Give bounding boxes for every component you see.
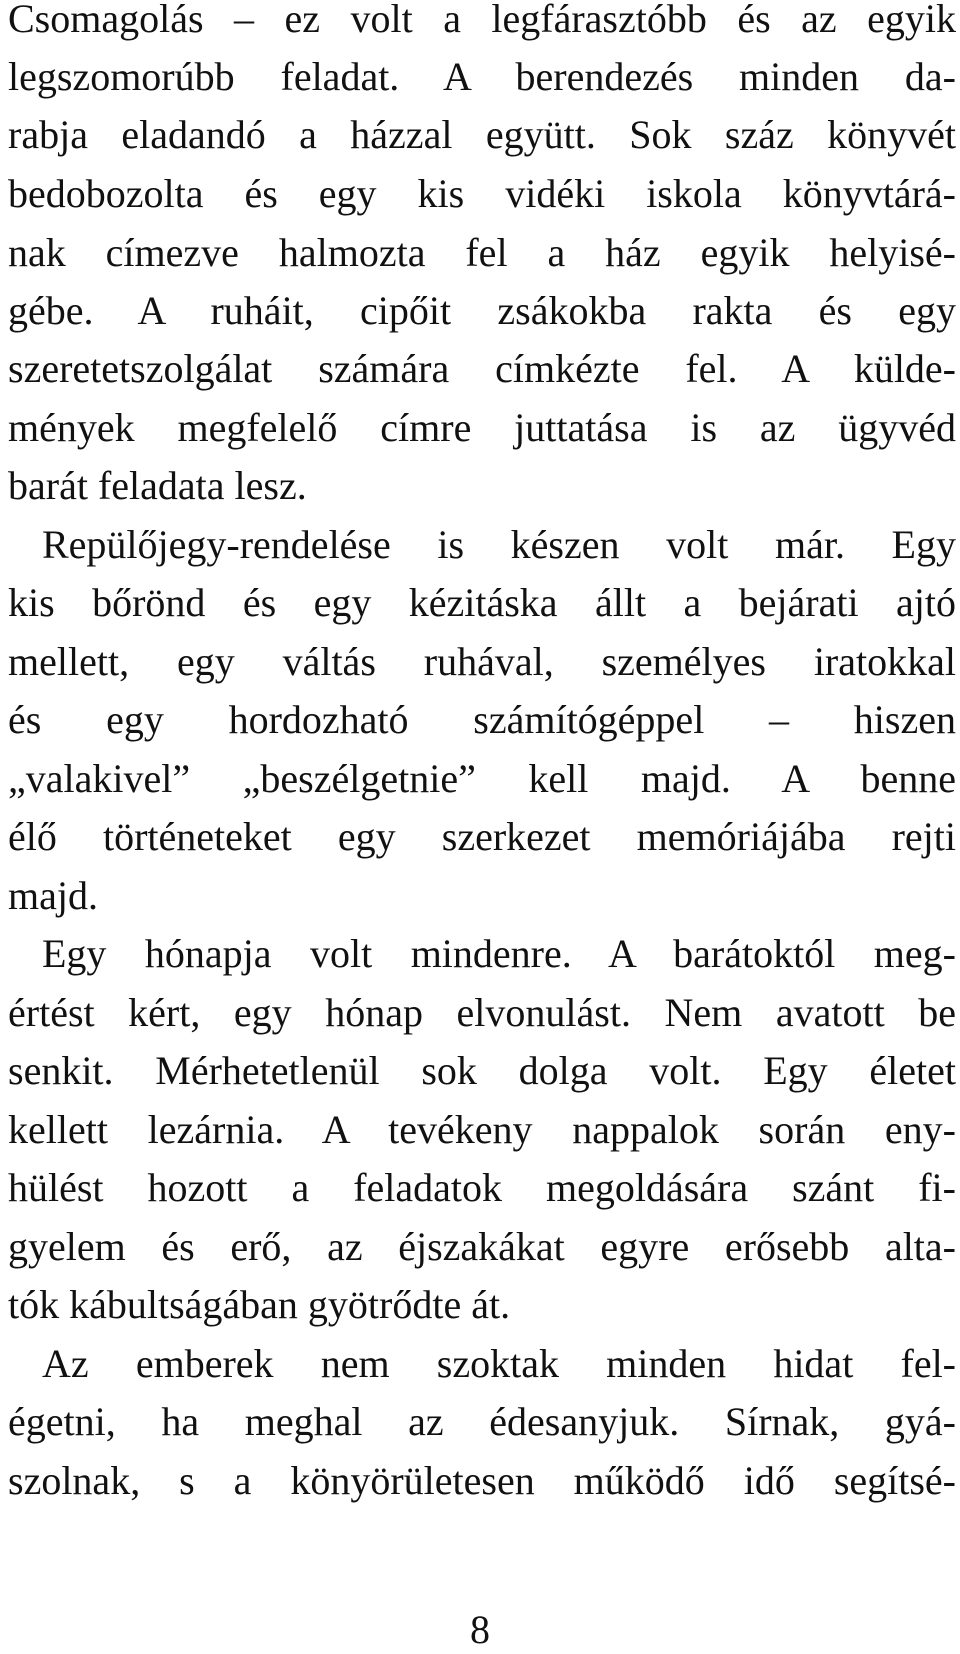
text-line: legszomorúbb feladat. A berendezés minden da- [8,54,956,99]
text-line: gébe. A ruháit, cipőit zsákokba rakta és egy [8,288,956,333]
text-line: élő történeteket egy szerkezet memóriájába rejti [8,814,956,859]
text-line: „valakivel” „beszélgetnie” kell majd. A benne [8,756,956,801]
text-line: égetni, ha meghal az édesanyjuk. Sírnak, gyá- [8,1399,956,1444]
text-line: hülést hozott a feladatok megoldására szánt fi- [8,1165,956,1210]
text-line: értést kért, egy hónap elvonulást. Nem avatott be [8,990,956,1035]
text-line: gyelem és erő, az éjszakákat egyre erősebb alta- [8,1224,956,1269]
text-line: kis bőrönd és egy kézitáska állt a bejárati ajtó [8,580,956,625]
text-line: mellett, egy váltás ruhával, személyes iratokkal [8,639,956,684]
paragraph-first-line: Az emberek nem szoktak minden hidat fel- [42,1341,956,1386]
paragraph-first-line: Repülőjegy-rendelése is készen volt már. Egy [42,522,956,567]
text-line: szolnak, s a könyörületesen működő idő segítsé- [8,1458,956,1503]
text-line: nak címezve halmozta fel a ház egyik helyisé- [8,230,956,275]
text-line: és egy hordozható számítógéppel – hiszen [8,697,956,742]
page-number: 8 [470,1607,490,1652]
paragraph-first-line: Egy hónapja volt mindenre. A barátoktól meg- [42,931,956,976]
text-line: Csomagolás – ez volt a legfárasztóbb és az egyik [8,0,956,41]
text-line: rabja eladandó a házzal együtt. Sok száz könyvét [8,112,956,157]
text-line: tók kábultságában gyötrődte át. [8,1282,511,1327]
text-line: szeretetszolgálat számára címkézte fel. A külde- [8,346,956,391]
text-line: bedobozolta és egy kis vidéki iskola könyvtárá- [8,171,956,216]
text-line: kellett lezárnia. A tevékeny nappalok során eny- [8,1107,956,1152]
text-line: senkit. Mérhetetlenül sok dolga volt. Egy életet [8,1048,956,1093]
text-line: majd. [8,873,98,918]
text-line: barát feladata lesz. [8,463,307,508]
text-line: mények megfelelő címre juttatása is az ügyvéd [8,405,956,450]
